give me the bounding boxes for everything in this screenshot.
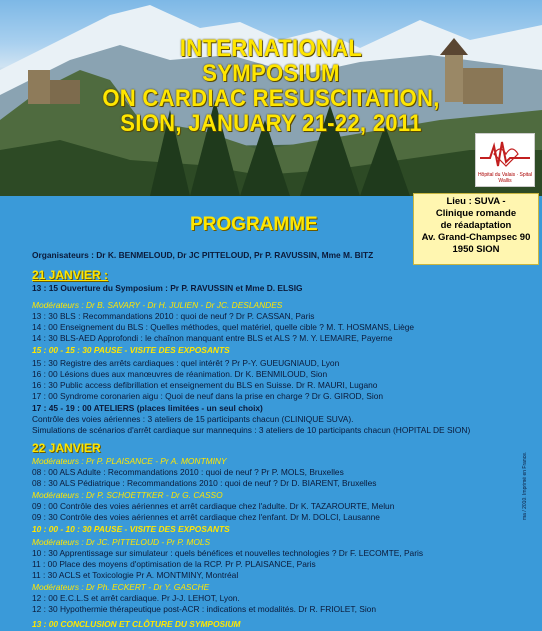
day2-session-0800: 08 : 00 ALS Adulte : Recommandations 2010 : quoi de neuf ? Pr P. MOLS, Bruxelles xyxy=(32,467,344,477)
day1-break: 15 : 00 - 15 : 30 PAUSE - VISITE DES EXPOSANTS xyxy=(32,345,230,355)
day1-session-1330: 13 : 30 BLS : Recommandations 2010 : quoi de neuf ? Dr P. CASSAN, Paris xyxy=(32,311,315,321)
day1-session-1700: 17 : 00 Syndrome coronarien aigu : Quoi de neuf dans la prise en charge ? Dr G. GIROD, Sion xyxy=(32,391,384,401)
day2-session-1200: 12 : 00 E.C.L.S et arrêt cardiaque. Pr J-J. LEHOT, Lyon. xyxy=(32,593,240,603)
day2-session-1230: 12 : 30 Hypothermie thérapeutique post-ACR : indications et modalités. Dr R. FRIOLET, Sion xyxy=(32,604,376,614)
day1-workshops: 17 : 45 - 19 : 00 ATELIERS (places limitées - un seul choix) xyxy=(32,403,263,413)
day2-session-1130: 11 : 30 ACLS et Toxicologie Pr A. MONTMINY, Montréal xyxy=(32,570,239,580)
day1-session-1530: 15 : 30 Registre des arrêts cardiaques : quel intérêt ? Pr P-Y. GUEUGNIAUD, Lyon xyxy=(32,358,340,368)
title-line-2: SYMPOSIUM xyxy=(202,60,340,87)
day1-session-1630: 16 : 30 Public access defibrillation et enseignement du BLS en Suisse. Dr R. MAURI, Lugano xyxy=(32,380,378,390)
day2-session-0930: 09 : 30 Contrôle des voies aériennes et arrêt cardiaque chez l'enfant. Dr M. DOLCI, Lausanne xyxy=(32,512,380,522)
logo-caption: Hôpital du Valais · Spital Wallis xyxy=(477,172,533,184)
day2-session-1030: 10 : 30 Apprentissage sur simulateur : quels bénéfices et nouvelles technologies ? Dr F. LECOMTE, Paris xyxy=(32,548,424,558)
programme-heading: PROGRAMME xyxy=(190,214,318,235)
venue-line-5: 1950 SION xyxy=(452,244,500,255)
header-banner xyxy=(0,0,542,196)
day1-session-1400: 14 : 00 Enseignement du BLS : Quelles méthodes, quel matériel, quelle cible ? M. T. HOSMANS, Liège xyxy=(32,322,415,332)
day1-moderators-1: Modérateurs : Dr B. SAVARY - Dr H. JULIEN - Dr JC. DESLANDES xyxy=(32,300,283,310)
day2-session-1100: 11 : 00 Place des moyens d'optimisation de la RCP. Pr P. PLAISANCE, Paris xyxy=(32,559,316,569)
day2-moderators-3: Modérateurs : Dr JC. PITTELOUD - Pr P. MOLS xyxy=(32,537,211,547)
day2-moderators-4: Modérateurs : Dr Ph. ECKERT - Dr Y. GASCHE xyxy=(32,582,210,592)
title-line-1: INTERNATIONAL xyxy=(179,35,363,62)
day1-header: 21 JANVIER : xyxy=(32,268,109,282)
day1-session-1600: 16 : 00 Lésions dues aux manœuvres de réanimation. Dr K. BENMILOUD, Sion xyxy=(32,369,328,379)
venue-line-1: Lieu : SUVA - xyxy=(446,196,506,207)
hospital-logo xyxy=(475,133,535,187)
day2-closing: 13 : 00 CONCLUSION ET CLÔTURE DU SYMPOSIUM xyxy=(32,619,241,629)
venue-line-2: Clinique romande xyxy=(435,208,517,219)
day2-session-0830: 08 : 30 ALS Pédiatrique : Recommandations 2010 : quoi de neuf ? Dr D. BIARENT, Bruxelles xyxy=(32,478,377,488)
day2-moderators-1: Modérateurs : Pr P. PLAISANCE - Pr A. MONTMINY xyxy=(32,456,227,466)
day2-session-0900: 09 : 00 Contrôle des voies aériennes et arrêt cardiaque chez l'adulte. Dr K. TAZAROURTE, Melun xyxy=(32,501,395,511)
venue-line-3: de réadaptation xyxy=(440,220,512,231)
day1-workshop-airway: Contrôle des voies aériennes : 3 ateliers de 15 participants chacun (CLINIQUE SUVA). xyxy=(32,414,354,424)
venue-box xyxy=(413,193,539,265)
title-line-4: SION, JANUARY 21-22, 2011 xyxy=(120,110,422,137)
organisers: Organisateurs : Dr K. BENMELOUD, Dr JC PITTELOUD, Pr P. RAVUSSIN, Mme M. BITZ xyxy=(32,250,374,260)
day2-header: 22 JANVIER xyxy=(32,441,101,455)
day1-session-1430: 14 : 30 BLS-AED Approfondi : le chaînon manquant entre BLS et ALS ? M. Y. LEMAIRE, Payerne xyxy=(32,333,393,343)
venue-line-4: Av. Grand-Champsec 90 xyxy=(421,232,531,243)
day2-break: 10 : 00 - 10 : 30 PAUSE - VISITE DES EXPOSANTS xyxy=(32,524,230,534)
title-line-3: ON CARDIAC RESUSCITATION, xyxy=(102,85,440,112)
day1-workshop-simulation: Simulations de scénarios d'arrêt cardiaque sur mannequins : 3 ateliers de 10 participants chacun (HOPITAL DE SION) xyxy=(32,425,471,435)
heartbeat-icon xyxy=(476,134,534,174)
day2-moderators-2: Modérateurs : Dr P. SCHOETTKER - Dr G. CASSO xyxy=(32,490,223,500)
symposium-title xyxy=(0,36,542,136)
day1-opening: 13 : 15 Ouverture du Symposium : Pr P. RAVUSSIN et Mme D. ELSIG xyxy=(32,283,303,293)
print-credit: ma / 2010. Imprimé en France. xyxy=(522,451,528,520)
